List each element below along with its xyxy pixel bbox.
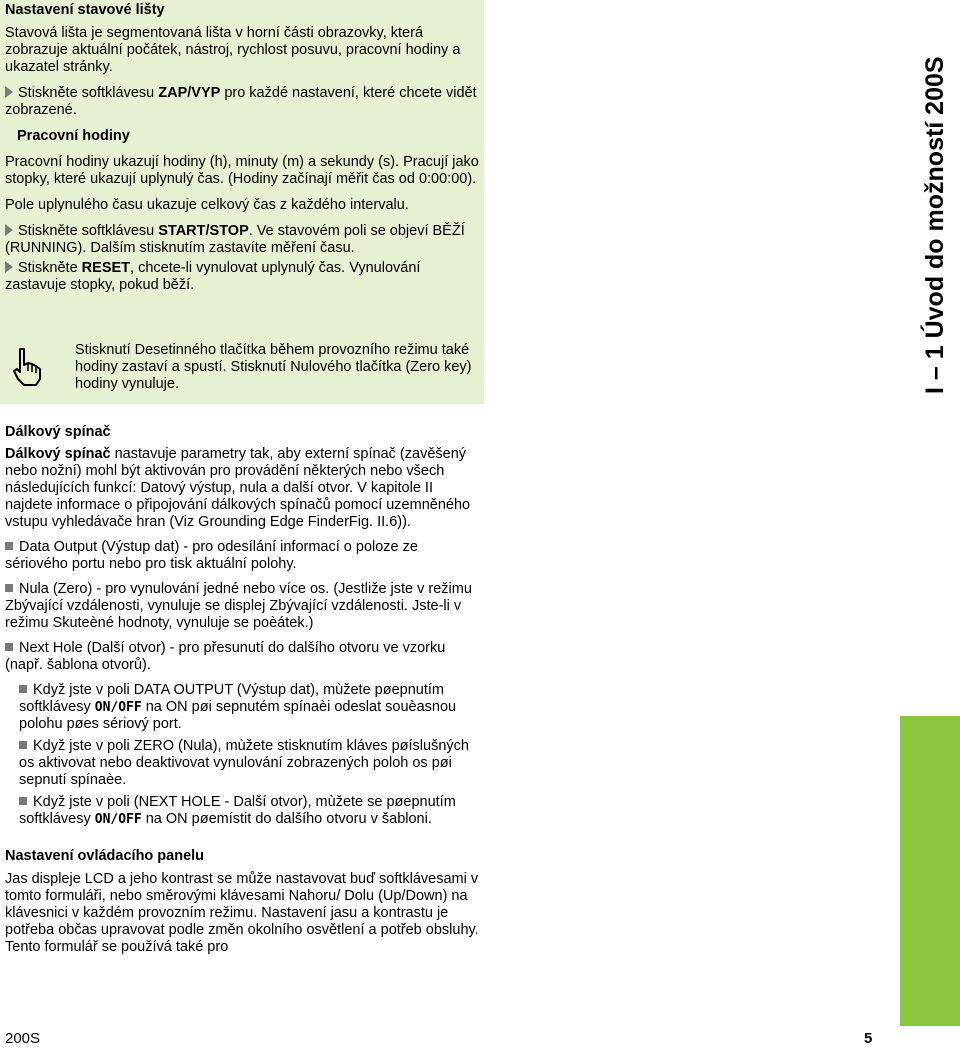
elapsed-time-description: Pole uplynulého času ukazuje celkový čas z každého intervalu. (5, 197, 409, 213)
clock-note: Stisknutí Desetinného tlačítka během provozního režimu také hodiny zastaví a spustí. Stisknutí Nulového tlačítka (Zero key) hodiny vynuluje. (75, 342, 472, 392)
section-title-status-bar: Nastavení stavové lišty (5, 2, 165, 18)
step-reset: Stiskněte RESET, chcete-li vynulovat uplynulý čas. Vynulování zastavuje stopky, pokud běží. (5, 260, 421, 293)
footer-product: 200S (5, 1030, 41, 1047)
step-start-stop: Stiskněte softklávesu START/STOP. Ve stavovém poli se objeví BĚŽÍ (RUNNING). Dalším stisknutím zastavíte měření času. (5, 223, 465, 256)
square-bullet-icon (5, 584, 13, 592)
chapter-color-bar (900, 716, 960, 1026)
list-item-data-output: Data Output (Výstup dat) - pro odesílání informací o poloze ze sériového portu nebo pro tisk aktuální polohy. (5, 539, 418, 572)
pointing-hand-icon (10, 345, 46, 394)
work-clock-description: Pracovní hodiny ukazují hodiny (h), minuty (m) a sekundy (s). Pracují jako stopky, které ukazují uplynulý čas. (Hodiny začínají měřit čas od 0:00:00). (5, 154, 479, 187)
status-bar-intro: Stavová lišta je segmentovaná lišta v horní části obrazovky, která zobrazuje aktuální počátek, nástroj, rychlost posuvu, pracovní hodiny a ukazatel stránky. (5, 25, 461, 75)
control-panel-description: Jas displeje LCD a jeho kontrast se může nastavovat buď softklávesami v tomto formuláři, nebo směrovými klávesami Nahoru/ Dolu (Up/Down) na klávesnici v každém provozním režimu. Nastavení jasu a kontrastu je potřeba občas upravovat podle změn okolního osvětlení a potřeb obsluhy. Tento formulář se používá také pro (5, 871, 479, 955)
triangle-bullet-icon (5, 261, 13, 273)
triangle-bullet-icon (5, 224, 13, 236)
list-item-next-hole: Next Hole (Další otvor) - pro přesunutí do dalšího otvoru ve vzorku (např. šablona otvorů). (5, 640, 446, 673)
page-number: 5 (864, 1030, 873, 1047)
sublist-item-data-output: Když jste v poli DATA OUTPUT (Výstup dat), mùžete pøepnutím softklávesy ON/OFF na ON pøi sepnutém spínaèi odeslat souèasnou polohu pøes sériový port. (19, 682, 457, 732)
section-title-control-panel: Nastavení ovládacího panelu (5, 848, 205, 864)
triangle-bullet-icon (5, 86, 13, 98)
remote-switch-intro: Dálkový spínač nastavuje parametry tak, aby externí spínač (zavěšený nebo nožní) mohl být aktivován pro provádění některých nebo všech následujících funkcí: Datový výstup, nula a další otvor. V kapitole II najdete informace o připojování dálkových spínačů pomocí uzemněného vstupu vyhledávače hran (Viz Grounding Edge FinderFig. II.6)). (5, 446, 471, 530)
list-item-zero: Nula (Zero) - pro vynulování jedné nebo více os. (Jestliže jste v režimu Zbývající vzdálenosti, vynuluje se displej Zbývající vzdálenosti. Jste-li v režimu Skuteèné hodnoty, vynuluje se poèátek.) (5, 581, 472, 631)
sublist-item-next-hole: Když jste v poli (NEXT HOLE - Další otvor), mùžete se pøepnutím softklávesy ON/OFF na ON pøemístit do dalšího otvoru v šabloni. (19, 794, 456, 827)
chapter-tab-label: I – 1 Úvod do možností 200S (921, 56, 949, 394)
section-title-remote-switch: Dálkový spínač (5, 424, 111, 440)
step-zap-vyp: Stiskněte softklávesu ZAP/VYP pro každé nastavení, které chcete vidět zobrazené. (5, 85, 477, 118)
square-bullet-icon (19, 685, 27, 693)
square-bullet-icon (19, 797, 27, 805)
square-bullet-icon (5, 542, 13, 550)
page-content (5, 0, 483, 294)
subsection-title-work-clock: Pracovní hodiny (17, 128, 130, 144)
remote-switch-section (5, 424, 483, 956)
square-bullet-icon (5, 643, 13, 651)
sublist-item-zero: Když jste v poli ZERO (Nula), mùžete stisknutím kláves pøíslušných os aktivovat nebo deaktivovat vynulování zobrazených poloh os pøi sepnutí spínaèe. (19, 738, 469, 788)
square-bullet-icon (19, 741, 27, 749)
